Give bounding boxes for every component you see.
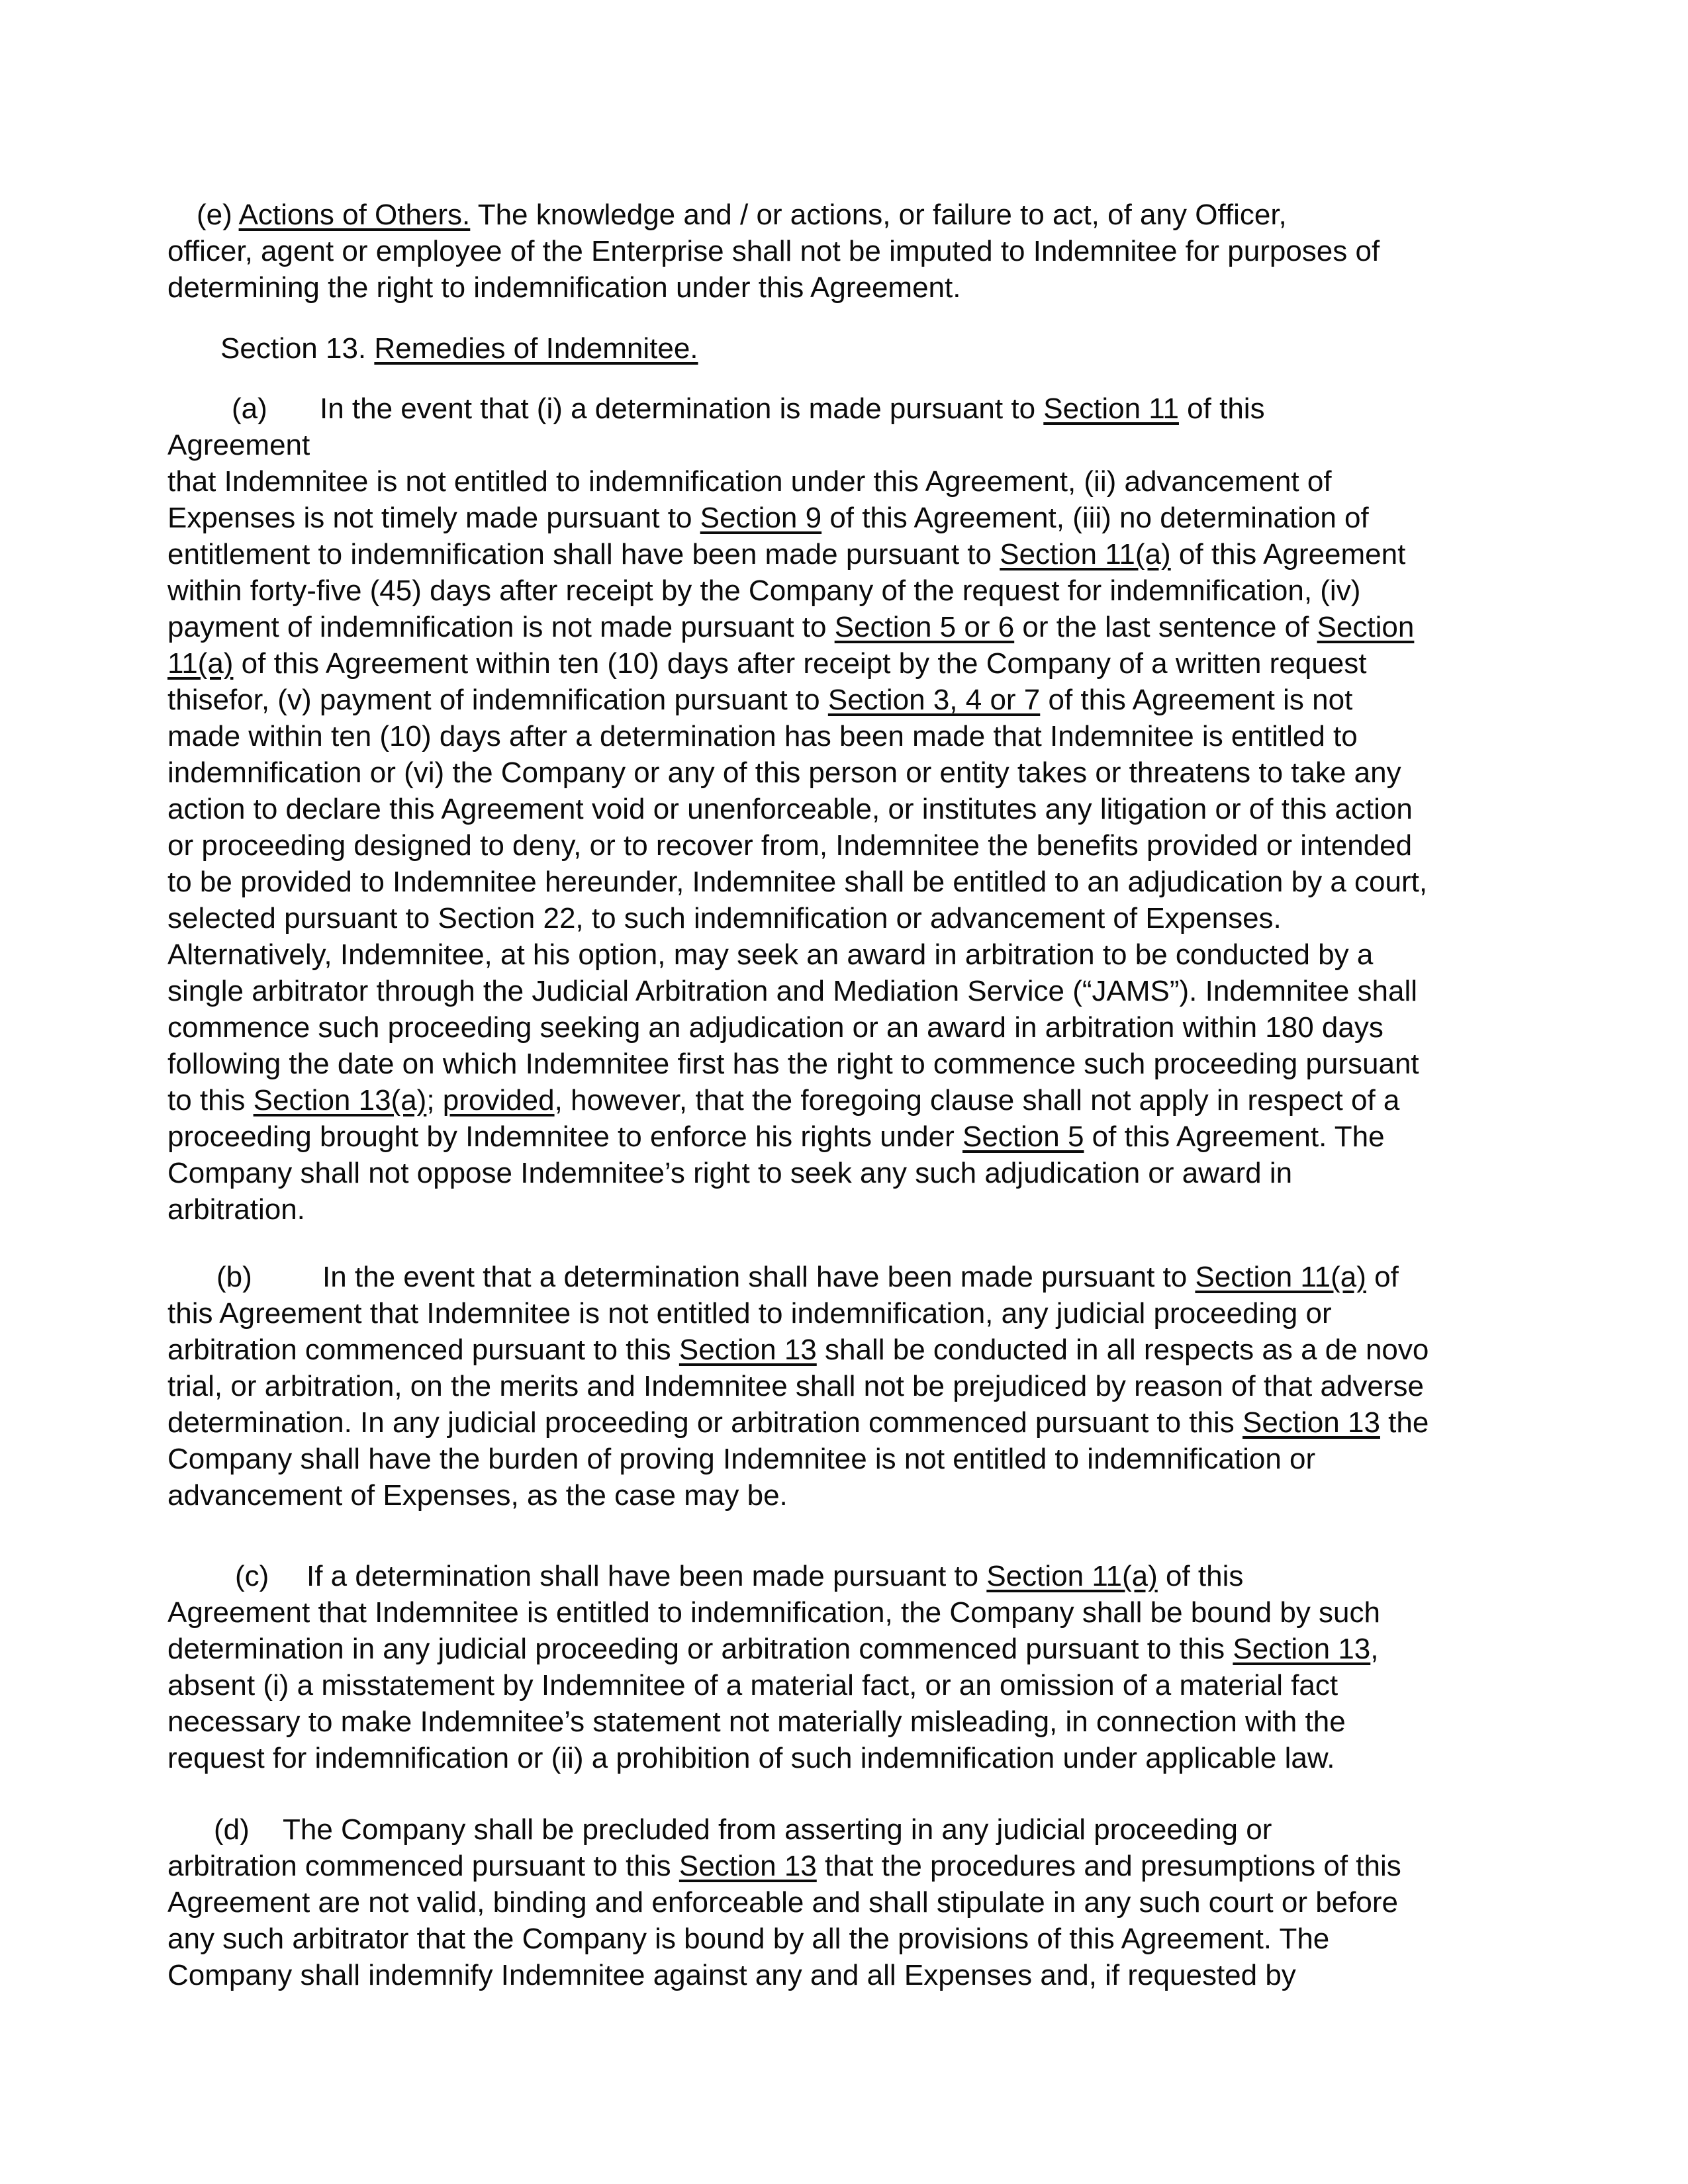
- text-run: of this Agreement within ten (10) days after receipt by the Company of a written request: [233, 647, 1367, 680]
- text-line: [167, 1046, 1485, 1082]
- text-run: made within ten (10) days after a determination has been made that Indemnitee is entitled to: [167, 720, 1358, 752]
- underlined-reference: Actions of Others.: [238, 199, 471, 231]
- text-run: Company shall have the burden of proving Indemnitee is not entitled to indemnification or: [167, 1443, 1316, 1475]
- text-line: [167, 572, 1485, 609]
- text-run: Agreement are not valid, binding and enforceable and shall stipulate in any such court or before: [167, 1886, 1398, 1919]
- underlined-reference: Section: [1317, 611, 1415, 643]
- text-line: [167, 936, 1485, 973]
- text-line: [167, 754, 1485, 791]
- text-run: If a determination shall have been made pursuant to: [306, 1560, 987, 1592]
- text-line: [167, 791, 1485, 827]
- text-run: action to declare this Agreement void or unenforceable, or institutes any litigation or of this action: [167, 793, 1413, 825]
- text-run: arbitration.: [167, 1193, 305, 1226]
- text-run: (e): [197, 199, 239, 231]
- text-run: The Company shall be precluded from asserting in any judicial proceeding or: [283, 1813, 1272, 1846]
- underlined-reference: Section 13: [1233, 1633, 1371, 1665]
- text-line: [167, 1558, 1485, 1594]
- paragraph-label: (b): [216, 1261, 252, 1293]
- section-13-heading: [167, 330, 1485, 367]
- text-run: of this Agreement: [1170, 538, 1406, 570]
- text-line: [167, 900, 1485, 936]
- text-line: [167, 427, 1485, 463]
- underlined-reference: Section 11(a): [1195, 1261, 1366, 1293]
- text-line: [167, 1009, 1485, 1046]
- text-run: shall be conducted in all respects as a de novo: [816, 1334, 1429, 1366]
- text-line: [167, 1667, 1485, 1704]
- text-run: any such arbitrator that the Company is bound by all the provisions of this Agreement. The: [167, 1923, 1330, 1955]
- text-run: of this Agreement, (iii) no determination of: [821, 502, 1369, 534]
- text-line: [167, 682, 1485, 718]
- text-run: Agreement that Indemnitee is entitled to indemnification, the Company shall be bound by such: [167, 1596, 1380, 1629]
- underlined-reference: Section 11(a): [1000, 538, 1171, 570]
- underlined-reference: Section 13: [679, 1334, 817, 1366]
- text-line: [167, 718, 1485, 754]
- text-run: thisefor, (v) payment of indemnification pursuant to: [167, 684, 828, 716]
- underlined-reference: Section 13(a): [253, 1084, 427, 1116]
- text-line: [167, 973, 1485, 1009]
- text-run: of this: [1178, 392, 1265, 425]
- text-run: arbitration commenced pursuant to this: [167, 1850, 679, 1882]
- text-line: [167, 1404, 1485, 1441]
- text-run: trial, or arbitration, on the merits and Indemnitee shall not be prejudiced by reason of that adverse: [167, 1370, 1424, 1402]
- text-run: that the procedures and presumptions of this: [816, 1850, 1401, 1882]
- text-run: advancement of Expenses, as the case may be.: [167, 1479, 788, 1512]
- text-run: to this: [167, 1084, 254, 1116]
- text-run: Section 13.: [220, 332, 375, 365]
- underlined-reference: Section 5: [962, 1120, 1084, 1153]
- text-line: [167, 1082, 1485, 1118]
- underlined-reference: Remedies of Indemnitee.: [374, 332, 698, 365]
- text-line: [167, 1740, 1485, 1776]
- text-line: [167, 1704, 1485, 1740]
- text-line: [167, 1631, 1485, 1667]
- text-line: [167, 1441, 1485, 1477]
- text-line: [167, 1957, 1485, 1993]
- text-run: request for indemnification or (ii) a prohibition of such indemnification under applicable law.: [167, 1742, 1335, 1774]
- text-run: of: [1366, 1261, 1399, 1293]
- text-run: to be provided to Indemnitee hereunder, Indemnitee shall be entitled to an adjudication by a court,: [167, 866, 1428, 898]
- text-line: [167, 390, 1485, 427]
- text-line: [167, 609, 1485, 645]
- text-run: the: [1380, 1406, 1429, 1439]
- text-run: absent (i) a misstatement by Indemnitee of a material fact, or an omission of a material fact: [167, 1669, 1338, 1702]
- underlined-reference: provided: [442, 1084, 555, 1116]
- document-page: [167, 197, 1485, 1993]
- text-line: [167, 463, 1485, 500]
- underlined-reference: Section 13: [679, 1850, 817, 1882]
- underlined-reference: Section 9: [700, 502, 822, 534]
- text-run: Company shall not oppose Indemnitee’s right to seek any such adjudication or award in: [167, 1157, 1293, 1189]
- text-line: [167, 1884, 1485, 1921]
- text-run: The knowledge and / or actions, or failure to act, of any Officer,: [470, 199, 1287, 231]
- text-run: In the event that (i) a determination is made pursuant to: [320, 392, 1044, 425]
- text-run: or the last sentence of: [1014, 611, 1317, 643]
- text-line: [167, 1477, 1485, 1514]
- text-run: following the date on which Indemnitee first has the right to commence such proceeding pursuant: [167, 1048, 1419, 1080]
- text-line: [167, 645, 1485, 682]
- text-run: necessary to make Indemnitee’s statement not materially misleading, in connection with the: [167, 1706, 1346, 1738]
- text-run: , however, that the foregoing clause shall not apply in respect of a: [554, 1084, 1400, 1116]
- text-run: this Agreement that Indemnitee is not entitled to indemnification, any judicial proceeding or: [167, 1297, 1332, 1330]
- paragraph-label: (d): [214, 1813, 250, 1846]
- text-line: [167, 500, 1485, 536]
- text-run: Company shall indemnify Indemnitee against any and all Expenses and, if requested by: [167, 1959, 1296, 1991]
- text-run: payment of indemnification is not made pursuant to: [167, 611, 835, 643]
- underlined-reference: 11(a): [167, 647, 234, 680]
- text-run: within forty-five (45) days after receipt by the Company of the request for indemnification, (iv): [167, 574, 1361, 607]
- text-line: [167, 1811, 1485, 1848]
- text-run: Expenses is not timely made pursuant to: [167, 502, 700, 534]
- text-line: [167, 864, 1485, 900]
- underlined-reference: Section 11(a): [986, 1560, 1158, 1592]
- text-run: entitlement to indemnification shall have been made pursuant to: [167, 538, 1000, 570]
- text-run: In the event that a determination shall have been made pursuant to: [322, 1261, 1196, 1293]
- paragraph-label: (c): [235, 1560, 269, 1592]
- underlined-reference: Section 13: [1243, 1406, 1380, 1439]
- text-run: ,: [1370, 1633, 1379, 1665]
- text-line: [167, 1295, 1485, 1332]
- text-run: ;: [426, 1084, 443, 1116]
- text-run: arbitration commenced pursuant to this: [167, 1334, 679, 1366]
- text-run: proceeding brought by Indemnitee to enforce his rights under: [167, 1120, 962, 1153]
- text-run: Alternatively, Indemnitee, at his option, may seek an award in arbitration to be conducted by a: [167, 938, 1374, 971]
- text-run: single arbitrator through the Judicial Arbitration and Mediation Service (“JAMS”). Indemnitee shall: [167, 975, 1418, 1007]
- text-run: determination in any judicial proceeding or arbitration commenced pursuant to this: [167, 1633, 1233, 1665]
- text-run: that Indemnitee is not entitled to indemnification under this Agreement, (ii) advancement of: [167, 465, 1332, 498]
- underlined-reference: Section 11: [1043, 392, 1179, 425]
- text-line: [167, 1368, 1485, 1404]
- paragraph-d: [167, 1811, 1485, 1993]
- text-line: [167, 197, 1485, 233]
- text-run: of this Agreement. The: [1084, 1120, 1385, 1153]
- text-line: [167, 1332, 1485, 1368]
- text-run: selected pursuant to Section 22, to such indemnification or advancement of Expenses.: [167, 902, 1282, 934]
- paragraph-e: [167, 197, 1485, 306]
- paragraph-b: [167, 1259, 1485, 1514]
- text-run: officer, agent or employee of the Enterprise shall not be imputed to Indemnitee for purposes of: [167, 235, 1380, 267]
- text-line: [167, 233, 1485, 269]
- paragraph-label: (a): [232, 392, 267, 425]
- text-run: of this Agreement is not: [1040, 684, 1353, 716]
- paragraph-c: [167, 1558, 1485, 1776]
- text-run: determination. In any judicial proceeding or arbitration commenced pursuant to this: [167, 1406, 1243, 1439]
- text-line: [167, 1594, 1485, 1631]
- text-line: [167, 536, 1485, 572]
- text-line: [167, 827, 1485, 864]
- text-line: [167, 1259, 1485, 1295]
- text-line: [167, 1848, 1485, 1884]
- text-line: [167, 269, 1485, 306]
- text-run: or proceeding designed to deny, or to recover from, Indemnitee the benefits provided or intended: [167, 829, 1413, 862]
- text-run: indemnification or (vi) the Company or any of this person or entity takes or threatens to take any: [167, 756, 1401, 789]
- paragraph-a: [167, 390, 1485, 1228]
- text-line: [167, 1155, 1485, 1191]
- text-line: [167, 1921, 1485, 1957]
- text-run: of this: [1157, 1560, 1244, 1592]
- underlined-reference: Section 5 or 6: [834, 611, 1015, 643]
- text-run: commence such proceeding seeking an adjudication or an award in arbitration within 180 days: [167, 1011, 1383, 1044]
- underlined-reference: Section 3, 4 or 7: [827, 684, 1041, 716]
- text-line: [167, 1118, 1485, 1155]
- text-run: determining the right to indemnification under this Agreement.: [167, 271, 961, 304]
- text-line: [167, 330, 1485, 367]
- text-line: [167, 1191, 1485, 1228]
- text-run: Agreement: [167, 429, 310, 461]
